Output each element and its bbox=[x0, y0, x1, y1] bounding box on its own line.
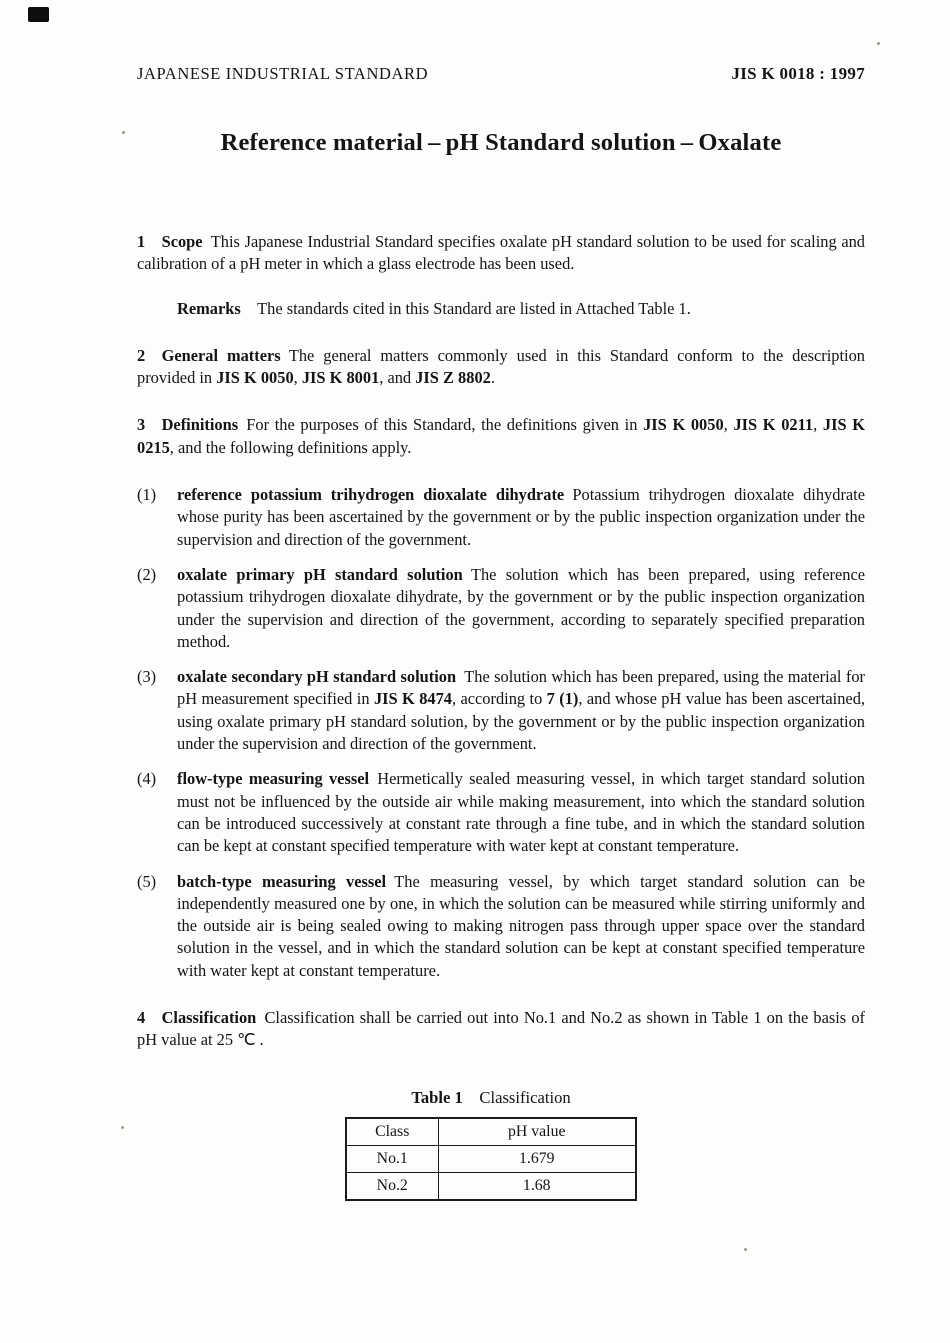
definition-item-3 bbox=[137, 666, 865, 755]
page-header bbox=[137, 64, 865, 84]
table-row bbox=[346, 1145, 636, 1172]
scan-speck bbox=[877, 42, 880, 45]
table-row bbox=[346, 1172, 636, 1200]
definition-text: oxalate primary pH standard solution The solution which has been prepared, using reference potassium trihydrogen dioxalate dihydrate, by the government or by the public inspection organization under the supervision and direction of the government, according to separately specified preparation method. bbox=[177, 564, 865, 651]
definition-marker: (1) bbox=[137, 485, 157, 505]
remarks-note: Remarks The standards cited in this Standard are listed in Attached Table 1. bbox=[177, 298, 691, 318]
definition-item-5 bbox=[137, 871, 865, 982]
document-title: Reference material – pH Standard solution – Oxalate bbox=[220, 129, 782, 156]
definition-item-1 bbox=[137, 484, 865, 551]
cell-ph-value: 1.679 bbox=[438, 1145, 636, 1172]
standard-number: JIS K 0018 : 1997 bbox=[731, 64, 865, 83]
scan-speck bbox=[121, 1126, 124, 1129]
table-header-ph-value: pH value bbox=[438, 1118, 636, 1146]
section-general-matters: 2 General matters The general matters commonly used in this Standard conform to the description provided in JIS K 0050, JIS K 8001, and JIS Z 8802. bbox=[137, 345, 865, 388]
table-header-row bbox=[346, 1118, 636, 1146]
definition-text: reference potassium trihydrogen dioxalate dihydrate Potassium trihydrogen dioxalate dihydrate whose purity has been ascertained by the government or by the public inspection organization under the supervision and direction of the government. bbox=[177, 485, 866, 549]
table-caption: Table 1 Classification bbox=[411, 1087, 571, 1107]
cell-class: No.2 bbox=[346, 1172, 438, 1200]
definition-text: batch-type measuring vessel The measuring vessel, by which target standard solution can be independently measured one by one, in which the solution can be measured while stirring uniformly and the outside air is being sealed owing to making nitrogen pass through upper space over the standard solution in the vessel, and in which the standard solution can be kept at constant specified temperature with water kept at constant temperature. bbox=[177, 871, 865, 980]
cell-class: No.1 bbox=[346, 1145, 438, 1172]
definition-marker: (5) bbox=[137, 871, 157, 891]
definition-text: flow-type measuring vessel Hermetically sealed measuring vessel, in which target standard solution must not be influenced by the outside air while making measurement, into which the standard solution can be introduced successively at constant rate through a fine tube, and in which the standard solution can be kept at constant specified temperature with water kept at constant temperature. bbox=[177, 769, 865, 856]
standard-name: JAPANESE INDUSTRIAL STANDARD bbox=[137, 64, 429, 83]
classification-table bbox=[345, 1117, 637, 1201]
scan-artifact bbox=[28, 7, 49, 22]
table-header-class: Class bbox=[346, 1118, 438, 1146]
definition-text: oxalate secondary pH standard solution The solution which has been prepared, using the material for pH measurement specified in JIS K 8474, according to 7 (1), and whose pH value has been ascertained, using oxalate primary pH standard solution, by the government or by the public inspection organization under the supervision and direction of the government. bbox=[177, 667, 866, 754]
scan-speck bbox=[122, 131, 125, 134]
scan-speck bbox=[744, 1248, 747, 1251]
definition-item-2 bbox=[137, 564, 865, 653]
section-definitions: 3 Definitions For the purposes of this Standard, the definitions given in JIS K 0050, JIS K 0211, JIS K 0215, and the following definitions apply. bbox=[137, 415, 866, 457]
definition-marker: (4) bbox=[137, 769, 157, 789]
cell-ph-value: 1.68 bbox=[438, 1172, 636, 1200]
definition-marker: (3) bbox=[137, 667, 157, 687]
definition-marker: (2) bbox=[137, 564, 157, 584]
section-classification: 4 Classification Classification shall be carried out into No.1 and No.2 as shown in Table 1 on the basis of pH value at 25 ℃ . bbox=[137, 1008, 865, 1050]
section-scope: 1 Scope This Japanese Industrial Standard specifies oxalate pH standard solution to be used for scaling and calibration of a pH meter in which a glass electrode has been used. bbox=[137, 232, 865, 274]
definition-item-4 bbox=[137, 768, 865, 857]
